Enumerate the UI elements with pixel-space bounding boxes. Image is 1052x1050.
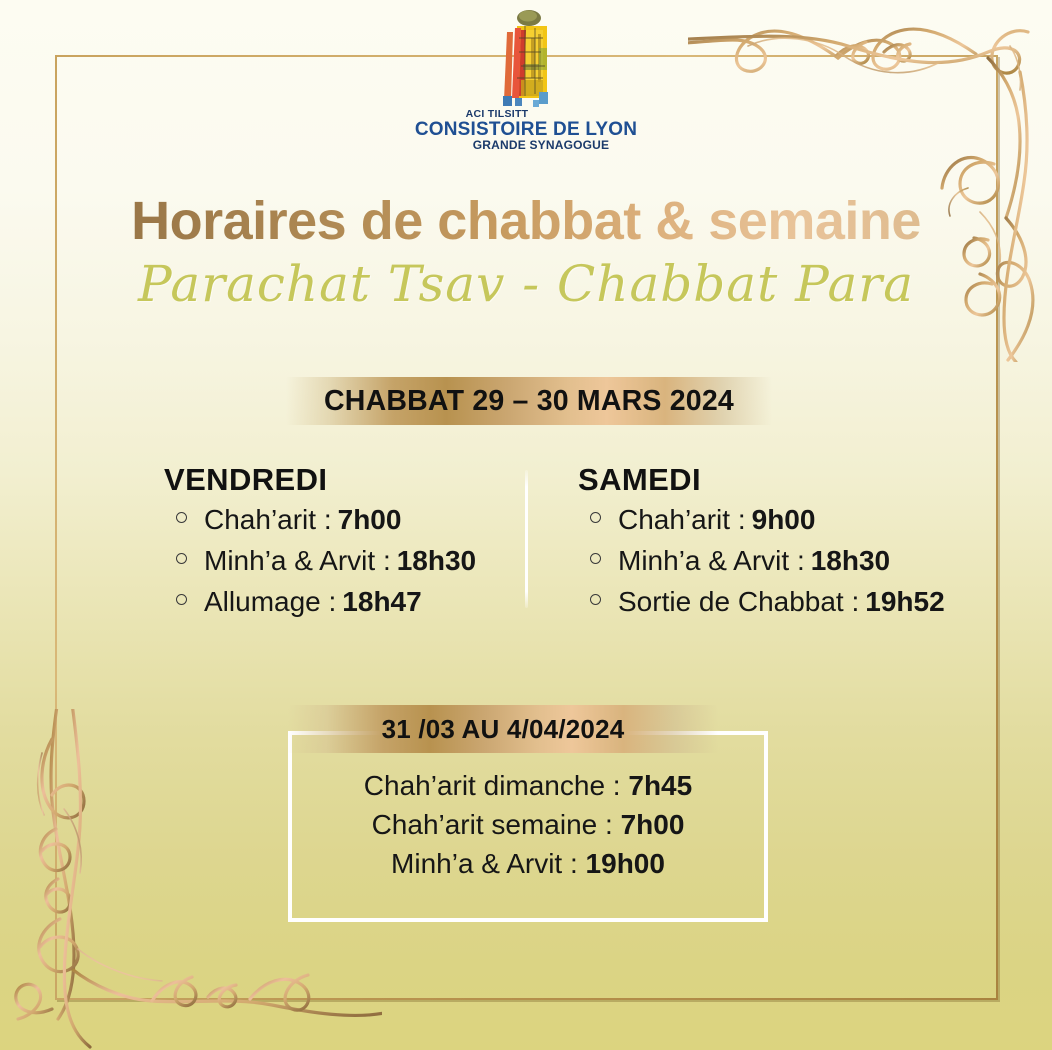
saturday-service-list (578, 504, 945, 618)
bullet-icon (176, 512, 187, 523)
service-label: Minh’a & Arvit : (391, 848, 578, 879)
organization-logo (0, 8, 1052, 151)
synagogue-artwork-icon (495, 8, 557, 108)
list-item (578, 504, 896, 536)
logo-line-aci-tilsitt: ACI TILSITT (465, 108, 529, 120)
service-label: Minh’a & Arvit : (618, 545, 805, 576)
service-time: 7h00 (337, 504, 402, 535)
day-heading-vendredi: VENDREDI (164, 462, 328, 497)
list-item (164, 545, 526, 577)
day-heading-samedi: SAMEDI (578, 462, 701, 497)
friday-service-list (164, 504, 526, 618)
service-time: 9h00 (751, 504, 816, 535)
list-item (164, 586, 526, 618)
service-label: Chah’arit dimanche : (363, 770, 621, 801)
bullet-icon (590, 512, 601, 523)
logo-line-grande-synagogue: GRANDE SYNAGOGUE (472, 138, 610, 153)
service-time: 18h30 (396, 545, 477, 576)
schedule-column-saturday (526, 462, 945, 627)
service-label: Chah’arit : (204, 504, 332, 535)
list-item (288, 809, 768, 841)
page-subtitle-parasha: Parachat Tsav - Chabbat Para (137, 255, 915, 313)
list-item (288, 848, 768, 880)
service-label: Sortie de Chabbat : (618, 586, 860, 617)
weekday-date-banner: 31 /03 AU 4/04/2024 (288, 705, 718, 753)
shabbat-schedule-columns (0, 462, 1052, 627)
shabbat-date-banner: CHABBAT 29 – 30 MARS 2024 (286, 377, 772, 425)
service-time: 7h45 (628, 770, 693, 801)
service-label: Minh’a & Arvit : (204, 545, 391, 576)
service-time: 7h00 (620, 809, 685, 840)
list-item (288, 770, 768, 802)
bullet-icon (176, 553, 187, 564)
service-time: 19h00 (585, 848, 665, 879)
service-time: 19h52 (865, 586, 945, 617)
service-label: Chah’arit : (618, 504, 746, 535)
bullet-icon (590, 594, 601, 605)
bullet-icon (590, 553, 601, 564)
service-time: 18h47 (342, 586, 422, 617)
service-time: 18h30 (810, 545, 891, 576)
weekday-service-list (288, 770, 768, 887)
logo-wordmark (415, 109, 637, 151)
schedule-column-friday (156, 462, 526, 627)
list-item (578, 586, 945, 618)
logo-line-consistoire: CONSISTOIRE DE LYON (414, 118, 638, 140)
list-item (578, 545, 896, 577)
service-label: Allumage : (204, 586, 337, 617)
page-title: Horaires de chabbat & semaine (0, 190, 1052, 252)
bullet-icon (176, 594, 187, 605)
list-item (164, 504, 526, 536)
service-label: Chah’arit semaine : (371, 809, 613, 840)
